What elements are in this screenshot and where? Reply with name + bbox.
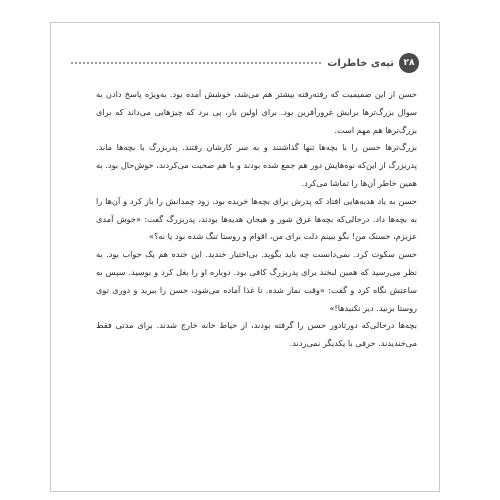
paragraph: بچه‌ها درحالی‌که دورتادور حسن را گرفته بودند، از حیاط خانه خارج شدند. برای مدتی فقط می‌خندیدند. حرفی با یکدیگر نمی‌زدند. <box>96 320 417 349</box>
paragraph: حسن به یاد هدیه‌هایی افتاد که پدرش برای بچه‌ها خریده بود. زود چمدانش را باز کرد و آن‌ها را به بچه‌ها داد. درحالی‌که بچه‌ها غرق شور و هیجان هدیه‌ها بودند، پدربزرگ گفت: «خوش آمدی عزیزم، حسنک من! بگو ببینم دلت برای من، اقوام و روستا تنگ شده بود یا نه؟» <box>96 195 417 242</box>
page-header <box>71 52 419 74</box>
chapter-title: تپه‌ی خاطرات <box>327 57 394 69</box>
book-page <box>50 22 440 492</box>
page-body-text <box>96 86 417 353</box>
paragraph: حسن سکوت کرد. نمی‌دانست چه باید بگوید. بی‌اختیار خندید. این خنده هم یک جواب بود. به نظر می‌رسید که همین لبخند برای پدربزرگ کافی بود. دوباره او را بغل کرد و بوسید. سپس به ساعتش نگاه کرد و گفت: «وقت نماز شده. تا غذا آماده می‌شود، حسن را ببرید و دوری توی روستا بزنید. دیر نکنیدها!» <box>96 249 417 313</box>
paragraph: حسن از این صمیمیت که رفته‌رفته بیشتر هم می‌شد، خوشش آمده بود. به‌ویژه پاسخ دادن به سوال بزرگ‌ترها برایش غرورآفرین بود. برای اولین بار، پی برد که چیزهایی می‌داند که برای بزرگ‌ترها هم مهم است. <box>96 89 417 135</box>
header-dotted-line <box>71 62 321 64</box>
page-number-badge: ۲۸ <box>399 53 419 73</box>
paragraph: بزرگ‌ترها حسن را با بچه‌ها تنها گذاشتند و به سر کارشان رفتند. پدربزرگ با بچه‌ها ماند. پدربزرگ از این‌که نوه‌هایش دور هم جمع شده بودند و با هم صحبت می‌کردند، خوش‌حال بود. به همین خاطر آن‌ها را تماشا می‌کرد. <box>96 142 417 188</box>
